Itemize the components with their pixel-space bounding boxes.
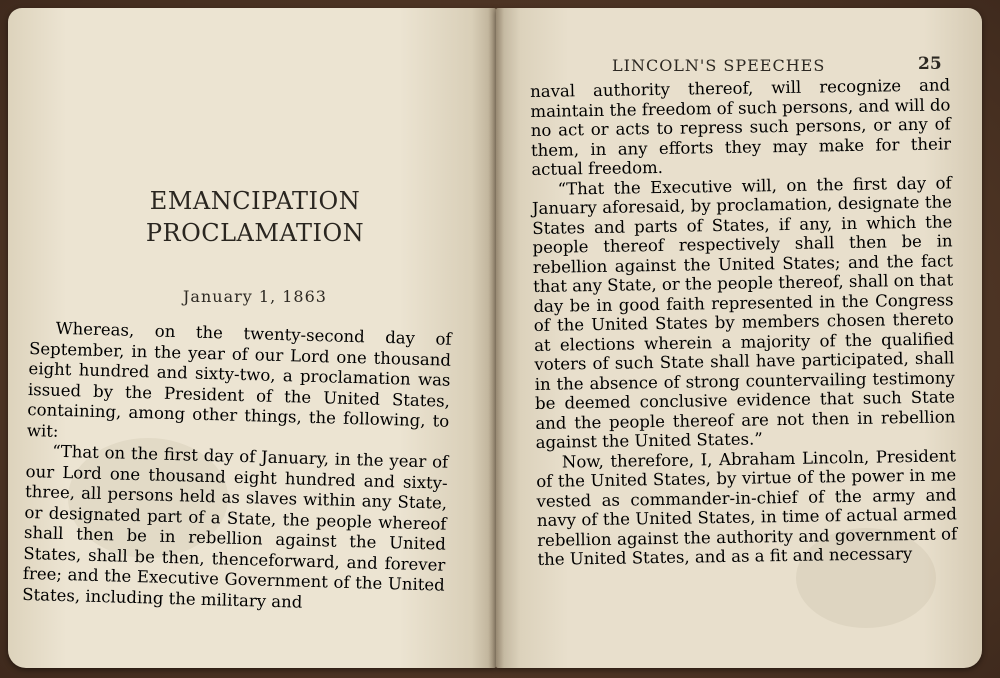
running-head: LINCOLN'S SPEECHES	[612, 56, 826, 75]
page-title: EMANCIPATION PROCLAMATION	[145, 187, 365, 247]
proclamation-date: January 1, 1863	[183, 287, 327, 306]
paragraph: “That the Executive will, on the first day of January aforesaid, by proclamation, designate the States and parts of States, if any, in which the people thereof respectively shall then be in rebellion against the United States; and the fact that any State, or the people thereof, shall on that day be in good faith represented in the Congress of the United States by members chosen thereto at elections wherein a majority of the qualified voters of such State shall have participated, shall in the absence of strong countervailing testimony be deemed conclusive evidence that such State and the people thereof are not then in rebellion against the United States.”	[531, 172, 956, 452]
paragraph: Now, therefore, I, Abraham Lincoln, President of the United States, by virtue of the power in me vested as commander-in-chief of the army and navy of the United States, in time of actual armed rebellion against the authority and government of the United States, and as a fit and necessary	[536, 445, 958, 569]
paragraph: naval authority thereof, will recognize and maintain the freedom of such persons, and will do no act or acts to repress such persons, or any of them, in any efforts they may make for their actual freedom.	[530, 75, 952, 179]
right-page-text	[530, 75, 958, 569]
left-page-text	[22, 318, 452, 617]
paragraph: “That on the first day of January, in the year of our Lord one thousand eight hundred and sixty-three, all persons held as slaves within any State, or designated part of a State, the people whereof shall then be in rebellion against the United States, shall be then, thenceforward, and forever free; and the Executive Government of the United States, including the military and	[22, 441, 449, 612]
page-number: 25	[918, 54, 942, 74]
paragraph: Whereas, on the twenty-second day of September, in the year of our Lord one thousand eight hundred and sixty-two, a proclamation was issued by the President of the United States, containing, among other things, the following, to wit:	[26, 318, 452, 441]
book-gutter	[488, 8, 504, 668]
